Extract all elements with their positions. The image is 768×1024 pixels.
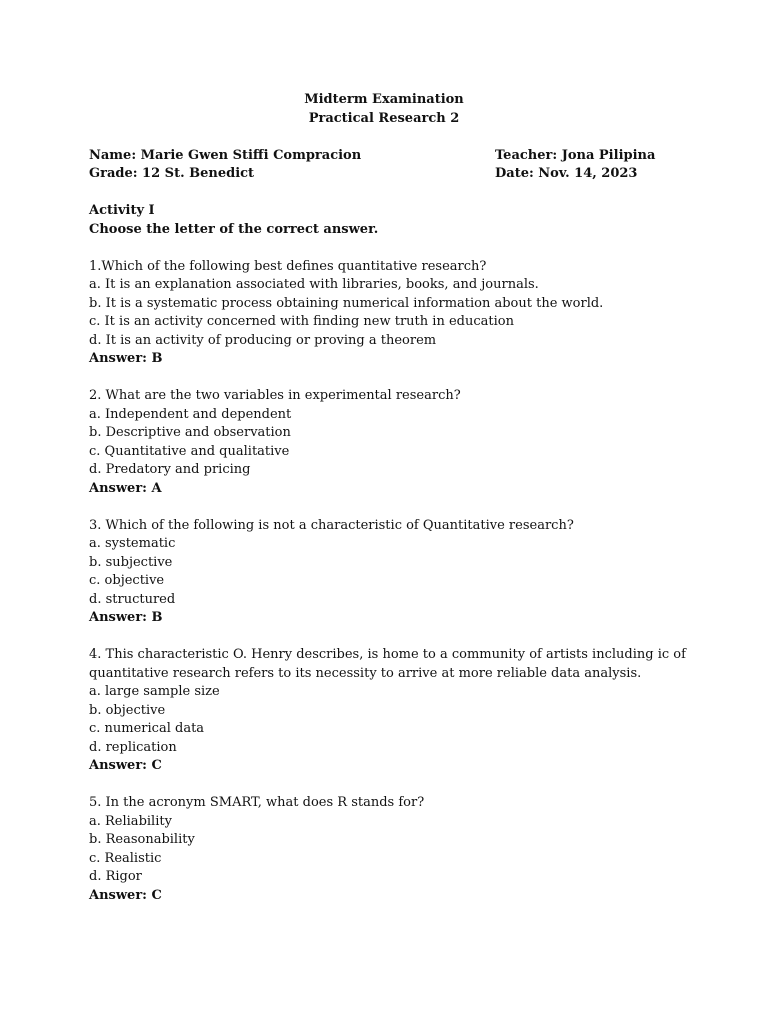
answer-choice: d. replication [89,739,177,755]
answer-choice: c. Realistic [89,850,162,866]
answer-choice: d. Rigor [89,869,142,884]
answer-choice: a. It is an explanation associated with libraries, books, and journals. [89,277,539,292]
answer-choice: d. structured [89,591,176,607]
spacer [89,776,689,795]
exam-date: Date: Nov. 14, 2023 [495,166,638,181]
answer-choice: a. large sample size [89,684,220,699]
activity-title: Activity I [89,203,155,218]
correct-answer: Answer: C [89,887,162,903]
answer-choice: a. Independent and dependent [89,406,292,422]
question-block-1 [89,258,689,369]
info-row-2 [89,165,689,184]
question-block-2 [89,387,689,498]
spacer [89,128,689,147]
exam-title: Midterm Examination [304,92,464,107]
answer-choice: c. objective [89,573,165,588]
teacher-name: Teacher: Jona Pilipina [495,147,656,163]
question-text: 3. Which of the following is not a characteristic of Quantitative research? [89,517,574,533]
activity-instruction: Choose the letter of the correct answer. [89,221,379,237]
question-text: 4. This characteristic O. Henry describes, is home to a community of artists including ic of quantitative research refers to its necessity to arrive at more reliable data analysis. [89,647,686,681]
answer-choice: b. It is a systematic process obtaining numerical information about the world. [89,295,604,311]
question-text: 5. In the acronym SMART, what does R stands for? [89,795,425,810]
spacer [89,498,689,517]
answer-choice: b. Reasonability [89,832,195,847]
answer-choice: c. Quantitative and qualitative [89,443,290,459]
answer-choice: a. systematic [89,536,176,551]
answer-choice: b. Descriptive and observation [89,425,291,440]
answer-choice: c. numerical data [89,721,205,736]
answer-choice: a. Reliability [89,813,172,829]
spacer [89,239,689,258]
correct-answer: Answer: A [89,480,162,496]
spacer [89,184,689,203]
exam-subject: Practical Research 2 [308,110,460,126]
question-text: 1.Which of the following best defines quantitative research? [89,258,487,274]
question-block-5 [89,794,689,905]
question-text: 2. What are the two variables in experimental research? [89,388,461,403]
answer-choice: b. objective [89,702,166,718]
answer-choice: c. It is an activity concerned with finding new truth in education [89,314,514,329]
student-grade: Grade: 12 St. Benedict [89,166,255,181]
question-block-3 [89,517,689,628]
spacer [89,628,689,647]
answer-choice: d. Predatory and pricing [89,462,251,477]
answer-choice: d. It is an activity of producing or proving a theorem [89,332,437,348]
student-name: Name: Marie Gwen Stiffi Compracion [89,147,362,163]
answer-choice: b. subjective [89,554,173,570]
correct-answer: Answer: B [89,610,163,625]
correct-answer: Answer: C [89,758,162,773]
info-row-1 [89,147,689,166]
document-content [89,91,689,905]
correct-answer: Answer: B [89,351,163,366]
spacer [89,369,689,388]
question-block-4 [89,646,689,776]
